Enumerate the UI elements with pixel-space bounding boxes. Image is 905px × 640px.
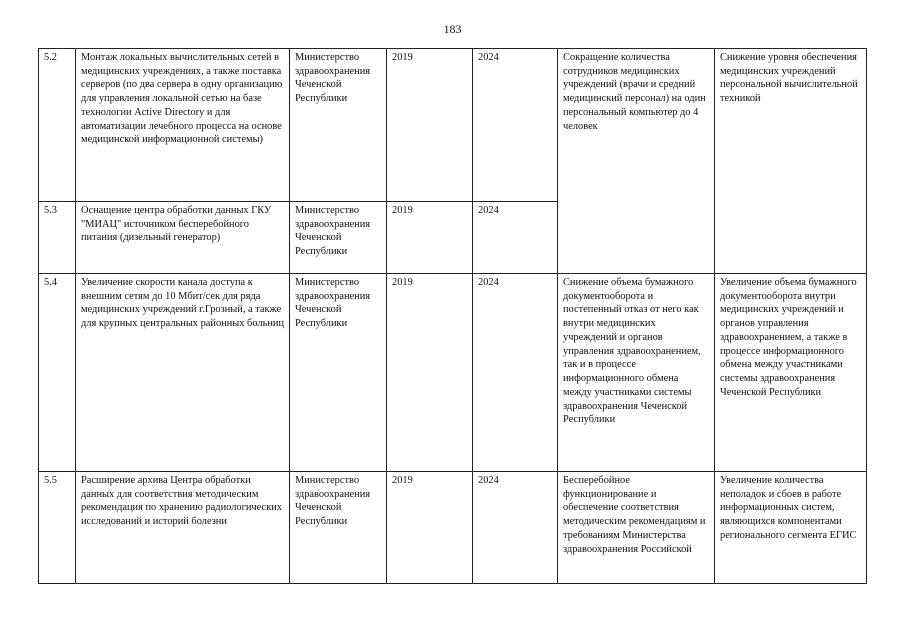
expected-result-cell: Сокращение количества сотрудников медицинских учреждений (врачи и средний медицинский персонал) на один персональный компьютер до 4 человек bbox=[558, 49, 715, 274]
row-number-cell: 5.2 bbox=[39, 49, 76, 202]
responsible-org-cell: Министерство здравоохранения Чеченской Республики bbox=[290, 472, 387, 584]
non-implementation-effect-cell: Увеличение количества неполадок и сбоев в работе информационных систем, являющихся компонентами регионального сегмента ЕГИС bbox=[715, 472, 867, 584]
non-implementation-effect-cell: Увеличение объема бумажного документооборота внутри медицинских учреждений и органов управления здравоохранением, а также в процессе информационного обмена между участниками системы здравоохранения Чеченской Республики bbox=[715, 274, 867, 472]
responsible-org-cell: Министерство здравоохранения Чеченской Республики bbox=[290, 202, 387, 274]
responsible-org-cell: Министерство здравоохранения Чеченской Республики bbox=[290, 49, 387, 202]
measure-name-cell: Оснащение центра обработки данных ГКУ "МИАЦ" источником бесперебойного питания (дизельный генератор) bbox=[76, 202, 290, 274]
start-year-cell: 2019 bbox=[387, 274, 473, 472]
measure-name-cell: Монтаж локальных вычислительных сетей в медицинских учреждениях, а также поставка серверов (по два сервера в одну организацию для управления локальной сетью на базе технологии Active Directory и для автоматизации лечебного процесса на основе медицинской информационной системы) bbox=[76, 49, 290, 202]
responsible-org-cell: Министерство здравоохранения Чеченской Республики bbox=[290, 274, 387, 472]
expected-result-cell: Снижение объема бумажного документооборота и постепенный отказ от него как внутри медицинских учреждений и органов управления здравоохранением, так и в процессе информационного обмена между участниками системы здравоохранения Чеченской Республики bbox=[558, 274, 715, 472]
end-year-cell: 2024 bbox=[473, 49, 558, 202]
measure-name-cell: Расширение архива Центра обработки данных для соответствия методическим рекомендация по хранению радиологических исследований и историй болезни bbox=[76, 472, 290, 584]
end-year-cell: 2024 bbox=[473, 472, 558, 584]
row-number-cell: 5.3 bbox=[39, 202, 76, 274]
row-number-cell: 5.4 bbox=[39, 274, 76, 472]
end-year-cell: 2024 bbox=[473, 202, 558, 274]
start-year-cell: 2019 bbox=[387, 202, 473, 274]
page-number: 183 bbox=[443, 22, 462, 36]
measure-name-cell: Увеличение скорости канала доступа к внешним сетям до 10 Мбит/сек для ряда медицинских учреждений г.Грозный, а также для крупных центральных районных больниц bbox=[76, 274, 290, 472]
expected-result-cell: Бесперебойное функционирование и обеспечение соответствия методическим рекомендациям и требованиям Министерства здравоохранения Российской bbox=[558, 472, 715, 584]
end-year-cell: 2024 bbox=[473, 274, 558, 472]
table-row bbox=[39, 472, 867, 584]
non-implementation-effect-cell: Снижение уровня обеспечения медицинских учреждений персональной вычислительной техникой bbox=[715, 49, 867, 274]
start-year-cell: 2019 bbox=[387, 472, 473, 584]
start-year-cell: 2019 bbox=[387, 49, 473, 202]
measures-table bbox=[38, 48, 867, 584]
table-row bbox=[39, 49, 867, 202]
row-number-cell: 5.5 bbox=[39, 472, 76, 584]
table-row bbox=[39, 274, 867, 472]
